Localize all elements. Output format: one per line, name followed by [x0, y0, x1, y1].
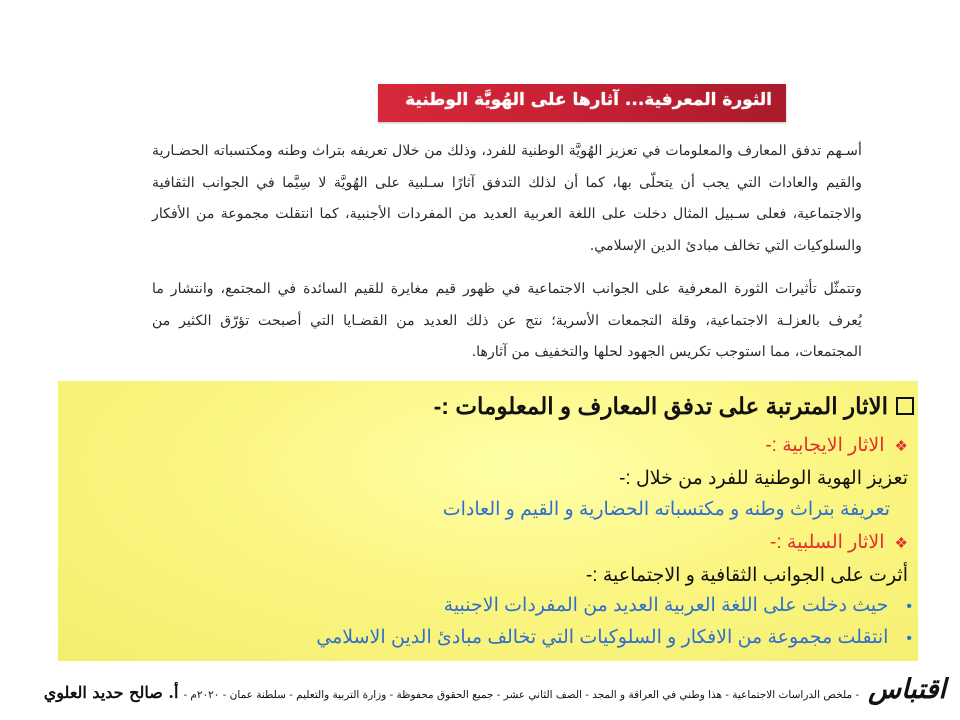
dot-bullet-icon: •: [906, 598, 912, 615]
positive-intro: تعزيز الهوية الوطنية للفرد من خلال :-: [619, 468, 908, 489]
positive-effects-label: الاثار الايجابية :-: [765, 435, 885, 456]
diamond-bullet-icon: ❖: [894, 438, 908, 455]
footer-meta: - ملخص الدراسات الاجتماعية - هذا وطني في العراقة و المجد - الصف الثاني عشر - جميع الحقوق محفوظة - وزارة التربية والتعليم - سلطنة عمان - ٢٠٢٠م -: [183, 689, 860, 701]
body-paragraph-1: أسـهم تدفق المعارف والمعلومات في تعزيز الهُويَّة الوطنية للفرد، وذلك من خلال تعريفه بتراث وطنه ومكتسباته الحضـارية والقيم والعادات التي يجب أن يتحلّى بها، كما أن لذلك التدفق آثارًا سـلبية على الهُويَّة لا سِيَّما في الجوانب الثقافية والاجتماعية، فعلى سـبيل المثال دخلت على اللغة العربية العديد من المفردات الأجنبية، كما انتقلت مجموعة من الأفكار والسلوكيات التي تخالف مبادئ الدين الإسلامي.: [152, 143, 862, 254]
footer-author: أ. صالح حديد العلوي: [43, 683, 179, 702]
negative-effects-label: الاثار السلبية :-: [770, 532, 885, 553]
negative-intro: أثرت على الجوانب الثقافية و الاجتماعية :-: [585, 565, 908, 586]
footer: [44, 674, 946, 705]
summary-heading-row: [434, 393, 914, 420]
summary-heading: الاثار المترتبة على تدفق المعارف و المعلومات :-: [433, 393, 888, 419]
checkbox-icon: [896, 397, 914, 415]
summary-box: [58, 381, 918, 661]
section-title: الثورة المعرفية... آثارها على الهُويَّة الوطنية: [405, 90, 772, 110]
positive-effects-row: [765, 434, 908, 457]
negative-item-2: انتقلت مجموعة من الافكار و السلوكيات التي تخالف مبادئ الدين الاسلامي: [316, 627, 889, 648]
negative-effects-row: [770, 531, 908, 554]
dot-bullet-icon: •: [906, 630, 912, 647]
section-title-banner: [378, 84, 786, 122]
negative-item-row: [316, 626, 912, 649]
diamond-bullet-icon: ❖: [894, 535, 908, 552]
negative-item-1: حيث دخلت على اللغة العربية العديد من المفردات الاجنبية: [443, 595, 889, 616]
footer-brand: اقتباس: [868, 674, 946, 705]
body-paragraph-2: وتتمثّل تأثيرات الثورة المعرفية على الجوانب الاجتماعية في ظهور قيم مغايرة للقيم السائدة في المجتمع، وانتشار ما يُعرف بالعزلـة الاجتماعية، وقلة التجمعات الأسرية؛ نتج عن ذلك العديد من القضـايا التي أصبحت تؤرّق الكثير من المجتمعات، مما استوجب تكريس الجهود لحلها والتخفيف من آثارها.: [152, 281, 862, 360]
negative-item-row: [444, 594, 912, 617]
positive-item: تعريفة بتراث وطنه و مكتسباته الحضارية و القيم و العادات: [442, 499, 890, 520]
